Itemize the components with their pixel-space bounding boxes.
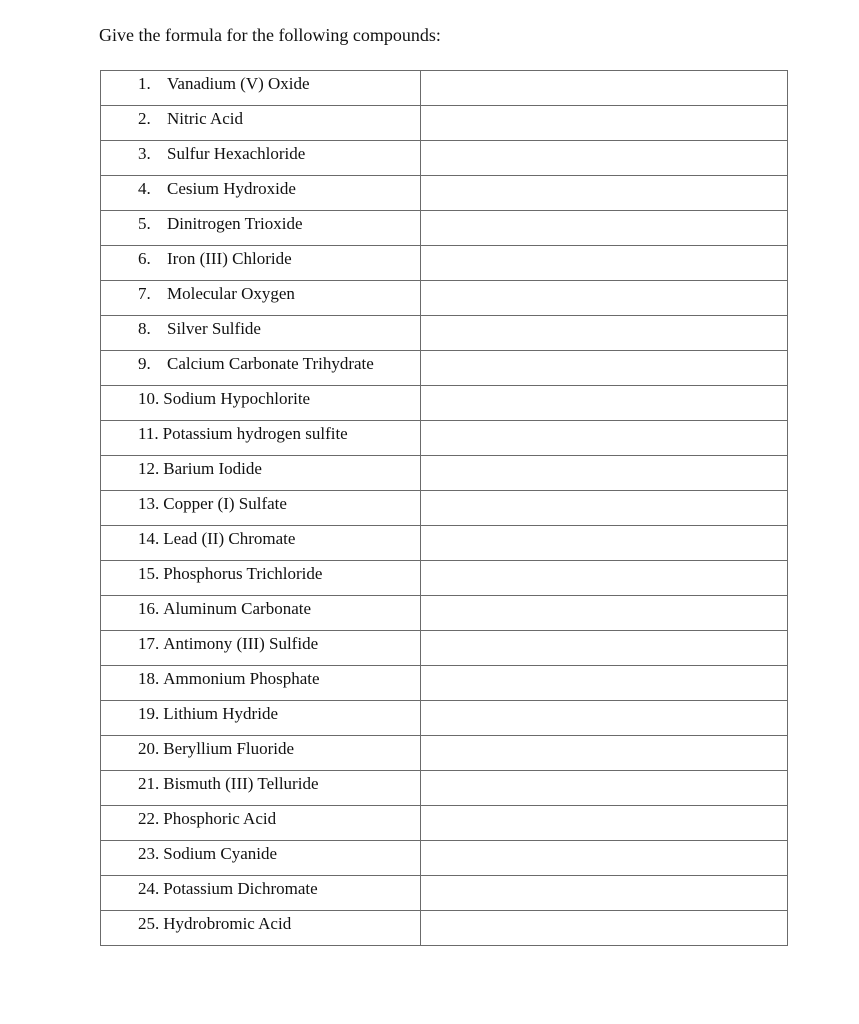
- formula-answer-cell[interactable]: [421, 631, 788, 666]
- formula-answer-cell[interactable]: [421, 281, 788, 316]
- compound-name-cell: [101, 246, 421, 281]
- table-row: [101, 351, 788, 386]
- table-row: [101, 176, 788, 211]
- formula-answer-cell[interactable]: [421, 246, 788, 281]
- compound-number: 5.: [138, 214, 151, 233]
- table-row: [101, 841, 788, 876]
- compound-name: Phosphoric Acid: [163, 809, 277, 828]
- table-row: [101, 141, 788, 176]
- compound-name-cell: [101, 386, 421, 421]
- table-row: [101, 386, 788, 421]
- compound-name: Potassium hydrogen sulfite: [162, 424, 348, 443]
- compound-name: Lithium Hydride: [163, 704, 278, 723]
- formula-answer-cell[interactable]: [421, 736, 788, 771]
- compound-name-cell: [101, 211, 421, 246]
- compound-name-cell: [101, 421, 421, 456]
- compound-name-cell: [101, 281, 421, 316]
- formula-answer-cell[interactable]: [421, 71, 788, 106]
- compound-number: 18.: [138, 669, 160, 688]
- compound-number: 20.: [138, 739, 160, 758]
- formula-answer-cell[interactable]: [421, 491, 788, 526]
- formula-answer-cell[interactable]: [421, 526, 788, 561]
- table-row: [101, 316, 788, 351]
- compound-name: Molecular Oxygen: [167, 284, 295, 303]
- compound-name: Sulfur Hexachloride: [167, 144, 306, 163]
- table-row: [101, 561, 788, 596]
- table-row: [101, 911, 788, 946]
- formula-answer-cell[interactable]: [421, 841, 788, 876]
- compound-name: Potassium Dichromate: [163, 879, 318, 898]
- compound-name-cell: [101, 561, 421, 596]
- compound-name: Phosphorus Trichloride: [163, 564, 323, 583]
- compound-name: Calcium Carbonate Trihydrate: [167, 354, 374, 373]
- table-row: [101, 771, 788, 806]
- compound-name: Sodium Cyanide: [163, 844, 278, 863]
- compound-number: 19.: [138, 704, 160, 723]
- formula-answer-cell[interactable]: [421, 421, 788, 456]
- compound-number: 16.: [138, 599, 160, 618]
- compound-number: 22.: [138, 809, 160, 828]
- formula-answer-cell[interactable]: [421, 771, 788, 806]
- compound-number: 11.: [138, 424, 159, 443]
- compound-name: Copper (I) Sulfate: [163, 494, 287, 513]
- compound-number: 25.: [138, 914, 160, 933]
- table-row: [101, 211, 788, 246]
- compound-name-cell: [101, 701, 421, 736]
- compound-name-cell: [101, 71, 421, 106]
- compound-number: 10.: [138, 389, 160, 408]
- worksheet-instructions: Give the formula for the following compounds:: [99, 25, 441, 45]
- table-row: [101, 246, 788, 281]
- table-row: [101, 876, 788, 911]
- table-row: [101, 526, 788, 561]
- compound-name-cell: [101, 666, 421, 701]
- compound-number: 6.: [138, 249, 151, 268]
- compound-name: Sodium Hypochlorite: [163, 389, 311, 408]
- table-row: [101, 421, 788, 456]
- formula-answer-cell[interactable]: [421, 806, 788, 841]
- compound-name-cell: [101, 491, 421, 526]
- compound-name: Hydrobromic Acid: [163, 914, 292, 933]
- compound-name-cell: [101, 176, 421, 211]
- formula-answer-cell[interactable]: [421, 561, 788, 596]
- compound-name-cell: [101, 876, 421, 911]
- table-row: [101, 106, 788, 141]
- compound-number: 21.: [138, 774, 160, 793]
- compound-number: 12.: [138, 459, 160, 478]
- compound-number: 14.: [138, 529, 160, 548]
- table-row: [101, 456, 788, 491]
- compound-name-cell: [101, 456, 421, 491]
- compound-name: Barium Iodide: [163, 459, 262, 478]
- formula-answer-cell[interactable]: [421, 596, 788, 631]
- compound-name-cell: [101, 736, 421, 771]
- compound-name: Antimony (III) Sulfide: [163, 634, 319, 653]
- compound-name: Bismuth (III) Telluride: [163, 774, 319, 793]
- table-row: [101, 281, 788, 316]
- compound-number: 24.: [138, 879, 160, 898]
- table-row: [101, 666, 788, 701]
- compound-name: Beryllium Fluoride: [163, 739, 295, 758]
- compound-number: 9.: [138, 354, 151, 373]
- compound-name-cell: [101, 316, 421, 351]
- formula-answer-cell[interactable]: [421, 666, 788, 701]
- table-row: [101, 71, 788, 106]
- table-row: [101, 631, 788, 666]
- table-row: [101, 701, 788, 736]
- compound-name-cell: [101, 141, 421, 176]
- table-row: [101, 596, 788, 631]
- compound-name: Cesium Hydroxide: [167, 179, 296, 198]
- compound-name: Nitric Acid: [167, 109, 244, 128]
- formula-answer-cell[interactable]: [421, 911, 788, 946]
- compound-name-cell: [101, 911, 421, 946]
- table-row: [101, 736, 788, 771]
- formula-answer-cell[interactable]: [421, 211, 788, 246]
- compound-name-cell: [101, 771, 421, 806]
- formula-answer-cell[interactable]: [421, 141, 788, 176]
- compound-name: Dinitrogen Trioxide: [167, 214, 303, 233]
- compound-name-cell: [101, 351, 421, 386]
- formula-answer-cell[interactable]: [421, 351, 788, 386]
- compound-name: Iron (III) Chloride: [167, 249, 292, 268]
- compound-name: Vanadium (V) Oxide: [167, 74, 310, 93]
- compound-number: 15.: [138, 564, 160, 583]
- formula-answer-cell[interactable]: [421, 456, 788, 491]
- compound-number: 3.: [138, 144, 151, 163]
- formula-answer-cell[interactable]: [421, 876, 788, 911]
- compound-number: 2.: [138, 109, 151, 128]
- compound-number: 17.: [138, 634, 160, 653]
- compound-name: Aluminum Carbonate: [163, 599, 312, 618]
- compound-name: Silver Sulfide: [167, 319, 261, 338]
- compound-number: 7.: [138, 284, 151, 303]
- table-row: [101, 806, 788, 841]
- compound-name-cell: [101, 596, 421, 631]
- formula-answer-cell[interactable]: [421, 176, 788, 211]
- compound-name-cell: [101, 106, 421, 141]
- compound-name-cell: [101, 841, 421, 876]
- formula-answer-cell[interactable]: [421, 106, 788, 141]
- table-row: [101, 491, 788, 526]
- compound-name-cell: [101, 806, 421, 841]
- compound-number: 8.: [138, 319, 151, 338]
- formula-answer-cell[interactable]: [421, 316, 788, 351]
- compound-name: Lead (II) Chromate: [163, 529, 296, 548]
- compound-number: 4.: [138, 179, 151, 198]
- formula-answer-cell[interactable]: [421, 701, 788, 736]
- table-body: [101, 71, 788, 946]
- compound-formula-table: [100, 70, 788, 946]
- formula-answer-cell[interactable]: [421, 386, 788, 421]
- compound-number: 23.: [138, 844, 160, 863]
- compound-name-cell: [101, 631, 421, 666]
- compound-number: 1.: [138, 74, 151, 93]
- compound-number: 13.: [138, 494, 160, 513]
- compound-name-cell: [101, 526, 421, 561]
- compound-name: Ammonium Phosphate: [163, 669, 320, 688]
